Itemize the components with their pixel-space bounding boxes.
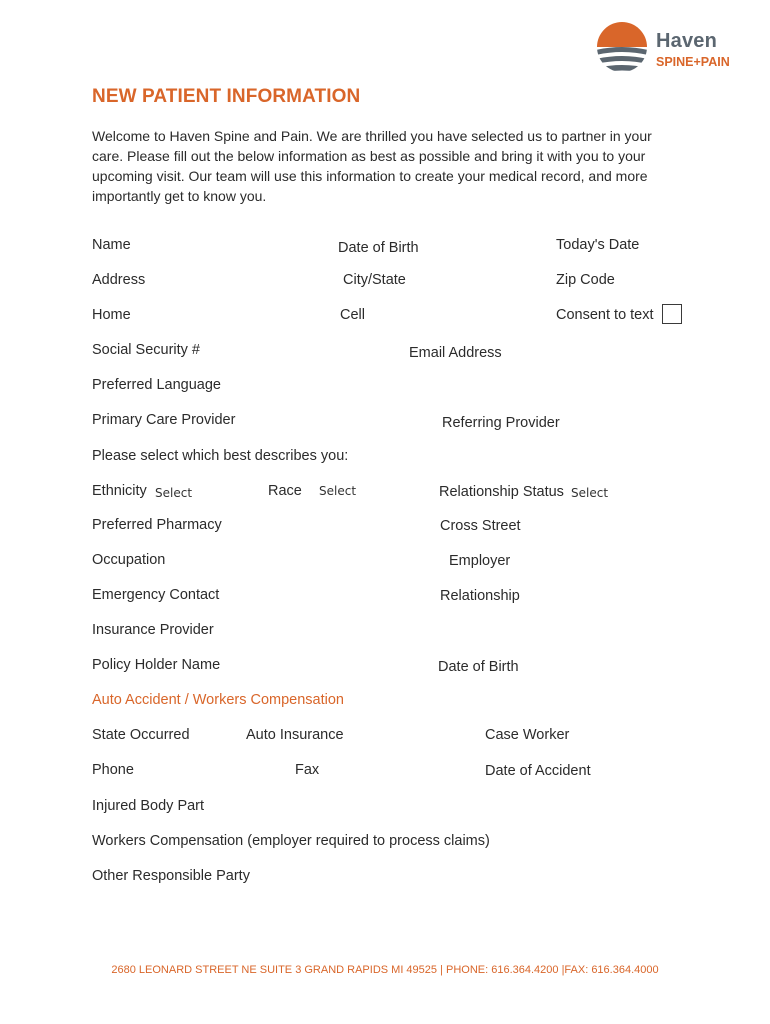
race-label: Race — [268, 483, 302, 499]
intro-paragraph: Welcome to Haven Spine and Pain. We are thrilled you have selected us to partner in your care. Please fill out the below information as best as possible and bring it with you to your upcoming visit. Our team will use this information to create your medical record, and more importantly get to know you. — [92, 128, 652, 204]
other-responsible-party-label[interactable]: Other Responsible Party — [92, 868, 250, 884]
cross-street-label[interactable]: Cross Street — [440, 518, 521, 534]
workers-compensation-label[interactable]: Workers Compensation (employer required to process claims) — [92, 833, 490, 849]
emergency-contact-label[interactable]: Emergency Contact — [92, 587, 220, 603]
date-of-birth-label[interactable]: Date of Birth — [338, 240, 419, 256]
date-of-accident-label[interactable]: Date of Accident — [485, 763, 591, 779]
state-occurred-label[interactable]: State Occurred — [92, 727, 190, 743]
page-title: NEW PATIENT INFORMATION — [92, 86, 361, 107]
email-address-label[interactable]: Email Address — [409, 345, 502, 361]
city-state-label[interactable]: City/State — [343, 272, 406, 288]
consent-to-text-checkbox[interactable] — [662, 304, 682, 324]
haven-logo — [596, 20, 756, 76]
auto-insurance-label[interactable]: Auto Insurance — [246, 727, 344, 743]
ethnicity-select[interactable]: Select — [155, 486, 193, 500]
relationship-status-select[interactable]: Select — [571, 486, 609, 500]
preferred-pharmacy-label[interactable]: Preferred Pharmacy — [92, 517, 222, 533]
case-worker-label[interactable]: Case Worker — [485, 727, 570, 743]
haven-logo-mark-icon — [596, 20, 652, 76]
employer-label[interactable]: Employer — [449, 553, 511, 569]
cell-phone-label[interactable]: Cell — [340, 307, 365, 323]
describes-you-label: Please select which best describes you: — [92, 448, 349, 464]
policy-holder-dob-label[interactable]: Date of Birth — [438, 659, 519, 675]
relationship-status-label: Relationship Status — [439, 484, 564, 500]
referring-provider-label[interactable]: Referring Provider — [442, 415, 560, 431]
policy-holder-name-label[interactable]: Policy Holder Name — [92, 657, 221, 673]
consent-to-text-label: Consent to text — [556, 307, 654, 323]
footer-address: 2680 LEONARD STREET NE SUITE 3 GRAND RAPIDS MI 49525 | PHONE: 616.364.4200 |FAX: 616.364.4000 — [111, 964, 659, 976]
zip-code-label[interactable]: Zip Code — [556, 272, 615, 288]
ethnicity-label: Ethnicity — [92, 483, 147, 499]
auto-fax-label[interactable]: Fax — [295, 762, 320, 778]
name-label[interactable]: Name — [92, 237, 131, 253]
auto-accident-heading: Auto Accident / Workers Compensation — [92, 692, 344, 708]
insurance-provider-label[interactable]: Insurance Provider — [92, 622, 214, 638]
preferred-language-label[interactable]: Preferred Language — [92, 377, 221, 393]
race-select[interactable]: Select — [319, 484, 357, 498]
primary-care-provider-label[interactable]: Primary Care Provider — [92, 412, 236, 428]
logo-wordmark: Haven — [656, 30, 718, 52]
relationship-label[interactable]: Relationship — [440, 588, 520, 604]
social-security-label[interactable]: Social Security # — [92, 342, 200, 358]
auto-phone-label[interactable]: Phone — [92, 762, 134, 778]
address-label[interactable]: Address — [92, 272, 146, 288]
logo-subtitle: SPINE+PAIN — [656, 55, 730, 69]
injured-body-part-label[interactable]: Injured Body Part — [92, 798, 205, 814]
occupation-label[interactable]: Occupation — [92, 552, 166, 568]
todays-date-label[interactable]: Today's Date — [556, 237, 640, 253]
home-phone-label[interactable]: Home — [92, 307, 131, 323]
